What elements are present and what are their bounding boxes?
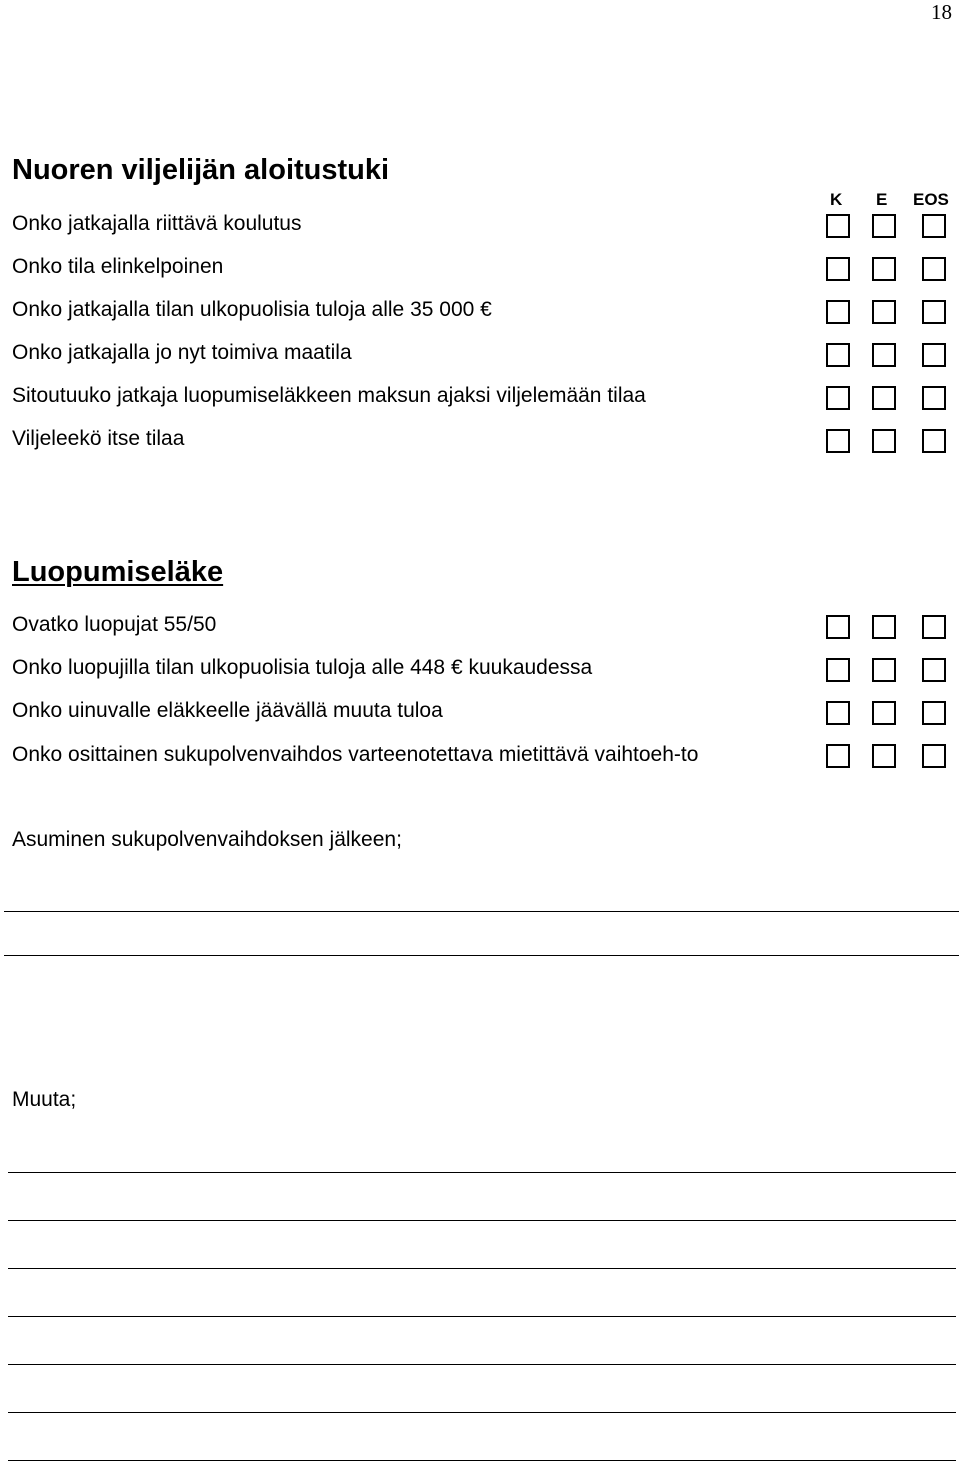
column-header-k: K	[830, 190, 843, 209]
checkbox-e[interactable]	[872, 658, 896, 682]
checkbox-eos[interactable]	[922, 343, 946, 367]
checkbox-eos[interactable]	[922, 214, 946, 238]
question-text: Onko tila elinkelpoinen	[12, 255, 224, 278]
checkbox-k[interactable]	[826, 615, 850, 639]
checkbox-eos[interactable]	[922, 658, 946, 682]
answer-line[interactable]	[8, 1364, 956, 1365]
checkbox-e[interactable]	[872, 615, 896, 639]
answer-line[interactable]	[8, 1268, 956, 1269]
checkbox-e[interactable]	[872, 744, 896, 768]
checkbox-e[interactable]	[872, 257, 896, 281]
answer-line[interactable]	[4, 955, 959, 956]
checkbox-k[interactable]	[826, 701, 850, 725]
checkbox-e[interactable]	[872, 386, 896, 410]
section-title-aloitustuki: Nuoren viljelijän aloitustuki	[12, 154, 390, 186]
answer-line[interactable]	[8, 1316, 956, 1317]
answer-line[interactable]	[8, 1412, 956, 1413]
answer-line[interactable]	[8, 1460, 956, 1461]
checkbox-eos[interactable]	[922, 615, 946, 639]
checkbox-eos[interactable]	[922, 386, 946, 410]
checkbox-k[interactable]	[826, 300, 850, 324]
other-label: Muuta;	[12, 1088, 77, 1111]
question-text: Sitoutuuko jatkaja luopumiseläkkeen maksun ajaksi viljelemään tilaa	[12, 384, 646, 407]
checkbox-k[interactable]	[826, 658, 850, 682]
question-text: Onko jatkajalla riittävä koulutus	[12, 212, 302, 235]
question-text: Onko jatkajalla jo nyt toimiva maatila	[12, 341, 352, 364]
column-header-e: E	[876, 190, 888, 209]
checkbox-eos[interactable]	[922, 744, 946, 768]
column-header-eos: EOS	[913, 190, 949, 209]
checkbox-eos[interactable]	[922, 701, 946, 725]
answer-line[interactable]	[4, 911, 959, 912]
checkbox-e[interactable]	[872, 343, 896, 367]
checkbox-e[interactable]	[872, 701, 896, 725]
checkbox-eos[interactable]	[922, 429, 946, 453]
checkbox-e[interactable]	[872, 214, 896, 238]
page-number: 18	[931, 0, 952, 24]
question-text: Viljeleekö itse tilaa	[12, 427, 185, 450]
checkbox-k[interactable]	[826, 429, 850, 453]
question-text: Ovatko luopujat 55/50	[12, 613, 217, 636]
checkbox-k[interactable]	[826, 343, 850, 367]
question-text: Onko uinuvalle eläkkeelle jäävällä muuta tuloa	[12, 699, 443, 722]
answer-line[interactable]	[8, 1220, 956, 1221]
checkbox-k[interactable]	[826, 744, 850, 768]
checkbox-eos[interactable]	[922, 300, 946, 324]
checkbox-k[interactable]	[826, 257, 850, 281]
checkbox-e[interactable]	[872, 429, 896, 453]
section-title-luopumiselake: Luopumiseläke	[12, 556, 224, 588]
housing-label: Asuminen sukupolvenvaihdoksen jälkeen;	[12, 828, 402, 851]
question-text: Onko luopujilla tilan ulkopuolisia tuloja alle 448 € kuukaudessa	[12, 656, 593, 679]
question-text: Onko jatkajalla tilan ulkopuolisia tuloja alle 35 000 €	[12, 298, 492, 321]
answer-line[interactable]	[8, 1172, 956, 1173]
checkbox-e[interactable]	[872, 300, 896, 324]
question-text: Onko osittainen sukupolvenvaihdos varteenotettava mietittävä vaihtoeh-to	[12, 743, 699, 766]
checkbox-k[interactable]	[826, 214, 850, 238]
checkbox-eos[interactable]	[922, 257, 946, 281]
checkbox-k[interactable]	[826, 386, 850, 410]
